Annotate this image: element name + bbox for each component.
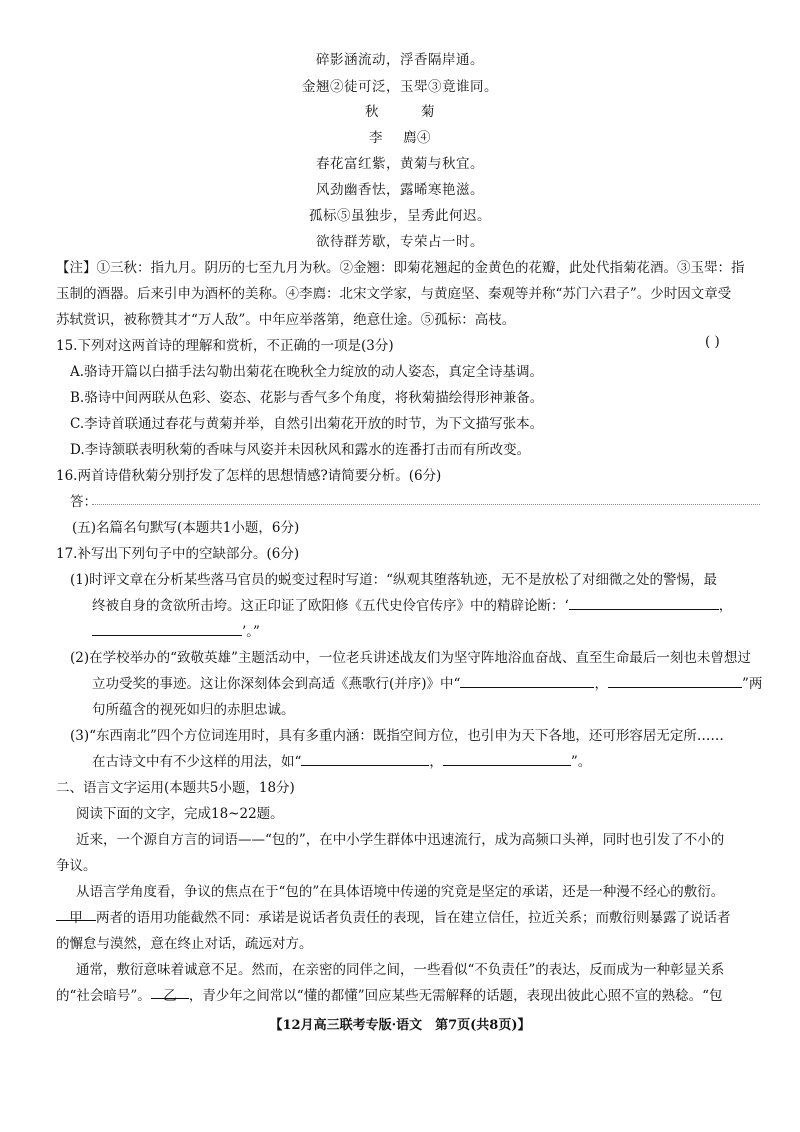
paragraph-line: 的懈怠与漠然，意在终止对话，疏远对方。 — [56, 936, 313, 952]
question-16-stem: 16.两首诗借秋菊分别抒发了怎样的思想情感?请简要分析。(6分) — [56, 468, 442, 484]
page-footer: 【12月高三联考专版·语文 第7页(共8页)】 — [269, 1018, 531, 1033]
q17-part1-text: 终被自身的贪欲所击垮。这正印证了欧阳修《五代史伶官传序》中的精辟论断：‘ — [92, 598, 569, 614]
poem2-line: 孤标⑤虽独步，呈秀此何迟。 — [309, 208, 491, 224]
paragraph-text: ，青少年之间常以“懂的都懂”回应某些无需解释的话题，表现出彼此心照不宣的熟稔。“包 — [188, 988, 723, 1004]
poem1-line: 碎影涵流动，浮香隔岸通。 — [316, 52, 484, 68]
option-d: D.李诗颔联表明秋菊的香味与风姿并未因秋风和露水的连番打击而有所改变。 — [70, 442, 531, 458]
note-line: 【注】①三秋：指九月。阴历的七至九月为秋。②金翘：即菊花翘起的金黄色的花瓣，此处代指菊花酒。③玉斝：指 — [56, 260, 745, 276]
q17-part1-line — [92, 620, 260, 640]
note-line: 苏轼赏识，被称赞其才“万人敌”。中年应举落第，绝意仕途。⑤孤标：高枝。 — [56, 312, 516, 328]
poem2-title — [0, 100, 800, 120]
option-b: B.骆诗中间两联从色彩、姿态、花影与香气多个角度，将秋菊描绘得形神兼备。 — [70, 390, 544, 406]
poem2-line: 欲待群芳歇，专荣占一时。 — [316, 234, 484, 250]
poem2-line: 春花富红紫，黄菊与秋宜。 — [316, 156, 484, 172]
part-heading: 二、语言文字运用(本题共5小题，18分) — [56, 780, 295, 796]
q17-part2-line: 句所蕴含的视死如归的赤胆忠诚。 — [92, 702, 295, 718]
q17-part2-text: 立功受奖的事迹。这让你深刻体会到高适《燕歌行(并序)》中“ — [92, 676, 461, 692]
poem2-author-char: 李 — [369, 130, 383, 146]
q17-part3-line: (3)“东西南北”四个方位词连用时，具有多重内涵：既指空间方位，也引申为天下各地，还可形容居无定所…… — [70, 728, 724, 744]
fill-blank-jia[interactable]: 甲 — [56, 906, 96, 921]
fill-blank-yi[interactable]: 乙 — [151, 984, 189, 999]
fill-blank[interactable] — [92, 621, 242, 636]
q17-part3-comma: ， — [429, 754, 443, 770]
poem2-line: 风劲幽香怯，露晞寒艳滋。 — [316, 182, 484, 198]
poem2-title-char: 菊 — [421, 104, 435, 120]
q17-part1-comma: ， — [718, 598, 733, 614]
answer-label: 答： — [70, 494, 97, 510]
poem1-line: 金翘②徒可泛，玉斝③竟谁同。 — [302, 79, 498, 95]
poem2-author-char: 廌④ — [403, 130, 431, 146]
q17-part1-line — [92, 594, 732, 614]
question-15-stem: 15.下列对这两首诗的理解和赏析，不正确的一项是(3分) — [56, 338, 394, 354]
paragraph-line — [56, 906, 731, 926]
q17-part2-close: ”两 — [741, 676, 763, 692]
paragraph-text: 的“社会暗号”。 — [56, 988, 151, 1004]
q17-part3-text: 在古诗文中有不少这样的用法，如“ — [92, 754, 302, 770]
answer-paren[interactable]: ( ) — [705, 334, 720, 350]
option-c: C.李诗首联通过春花与黄菊并举，自然引出菊花开放的时节，为下文描写张本。 — [70, 416, 544, 432]
answer-line[interactable] — [92, 504, 760, 505]
fill-blank[interactable] — [460, 673, 594, 688]
paragraph-line: 近来，一个源自方言的词语——“包的”，在中小学生群体中迅速流行，成为高频口头禅，同时也引发了不小的 — [76, 832, 725, 848]
fill-blank[interactable] — [569, 595, 719, 610]
section-heading: (五)名篇名句默写(本题共1小题，6分) — [72, 520, 300, 536]
paragraph-line — [56, 984, 723, 1004]
q17-part3-close: ”。 — [570, 754, 592, 770]
q17-part2-comma: ， — [594, 676, 608, 692]
paragraph-line: 通常，敷衍意味着诚意不足。然而，在亲密的同伴之间，一些看似“不负责任”的表达，反而成为一种彰显关系 — [76, 962, 725, 978]
paragraph-text: 两者的语用功能截然不同：承诺是说话者负责任的表现，旨在建立信任，拉近关系；而敷衍则暴露了说话者 — [96, 910, 731, 926]
question-17-stem: 17.补写出下列句子中的空缺部分。(6分) — [56, 546, 300, 562]
q17-part3-line — [92, 750, 591, 770]
fill-blank[interactable] — [301, 751, 429, 766]
reading-intro: 阅读下面的文字，完成18~22题。 — [76, 806, 284, 822]
fill-blank[interactable] — [608, 673, 742, 688]
paragraph-line: 争议。 — [56, 858, 97, 874]
q17-part1-line: (1)时评文章在分析某些落马官员的蜕变过程时写道：“纵观其堕落轨迹，无不是放松了对细微之处的警惕，最 — [70, 572, 718, 588]
paragraph-line: 从语言学角度看，争议的焦点在于“包的”在具体语境中传递的究竟是坚定的承诺，还是一种漫不经心的敷衍。 — [76, 884, 725, 900]
fill-blank[interactable] — [443, 751, 571, 766]
note-line: 玉制的酒器。后来引申为酒杯的美称。④李廌：北宋文学家，与黄庭坚、秦观等并称“苏门六君子”。少时因文章受 — [56, 286, 732, 302]
q17-part1-close: ’。” — [242, 624, 260, 640]
poem2-title-char: 秋 — [365, 104, 379, 120]
q17-part2-line — [92, 672, 762, 692]
option-a: A.骆诗开篇以白描手法勾勒出菊花在晚秋全力绽放的动人姿态，真定全诗基调。 — [70, 364, 544, 380]
q17-part2-line: (2)在学校举办的“致敬英雄”主题活动中，一位老兵讲述战友们为坚守阵地浴血奋战、直至生命最后一刻也未曾想过 — [70, 650, 751, 666]
poem2-author — [0, 126, 800, 146]
